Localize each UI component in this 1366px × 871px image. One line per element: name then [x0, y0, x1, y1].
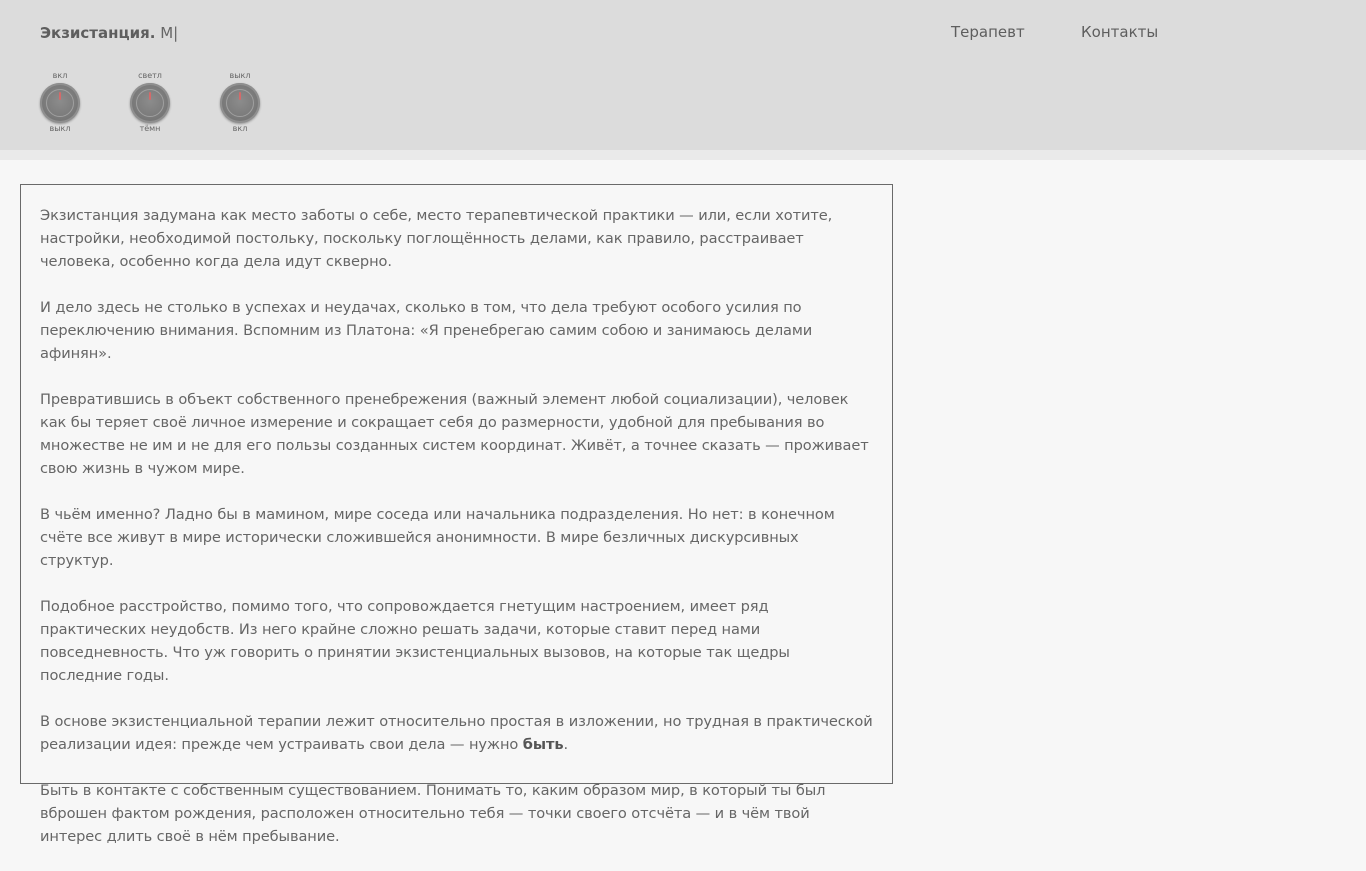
theme-knob[interactable]: [130, 83, 170, 123]
emphasis-text: быть: [522, 736, 564, 753]
knob-indicator-icon: [149, 92, 151, 100]
nav-link-therapist[interactable]: Терапевт: [951, 23, 1025, 41]
article-body: [40, 204, 876, 871]
knob-bottom-label: вкл: [232, 124, 248, 133]
knob-indicator-icon: [59, 92, 61, 100]
knob-control-power: [40, 71, 80, 134]
brand-tail: М|: [160, 24, 179, 42]
knob-top-label: светл: [138, 71, 162, 80]
article-paragraph: Быть в контакте с собственным существованием. Понимать то, каким образом мир, в который ты был вброшен фактом рождения, расположен относительно тебя — точки своего отсчёта — и в чём твой интерес длить своё в нём пребывание.: [40, 782, 826, 845]
knob-top-label: выкл: [229, 71, 251, 80]
brand-name: Экзистанция.: [40, 24, 156, 42]
knob-bottom-label: выкл: [49, 124, 71, 133]
article-panel: [20, 184, 893, 845]
article-paragraph: [40, 710, 876, 756]
article-paragraph: Экзистанция задумана как место заботы о себе, место терапевтической практики — или, если хотите, настройки, необходимой постольку, поскольку поглощённость делами, как правило, расстраивает человека, особенно когда дела идут скверно.: [40, 207, 833, 270]
nav-link-contacts[interactable]: Контакты: [1081, 23, 1159, 41]
power-knob[interactable]: [40, 83, 80, 123]
site-brand[interactable]: [40, 23, 178, 43]
site-header: [0, 0, 1366, 150]
article-paragraph: И дело здесь не столько в успехах и неудачах, сколько в том, что дела требуют особого усилия по переключению внимания. Вспомним из Платона: «Я пренебрегаю самим собою и занимаюсь делами афинян».: [40, 299, 813, 362]
article-paragraph: Подобное расстройство, помимо того, что сопровождается гнетущим настроением, имеет ряд практических неудобств. Из него крайне сложно решать задачи, которые ставит перед нами повседневность. Что уж говорить о принятии экзистенциальных вызовов, на которые так щедры последние годы.: [40, 598, 790, 684]
knob-indicator-icon: [239, 92, 241, 100]
third-knob[interactable]: [220, 83, 260, 123]
paragraph-text: .: [563, 736, 569, 753]
article-paragraph: В чьём именно? Ладно бы в мамином, мире соседа или начальника подразделения. Но нет: в конечном счёте все живут в мире исторически сложившейся анонимности. В мире безличных дискурсивных структур.: [40, 506, 835, 569]
knob-top-label: вкл: [52, 71, 68, 80]
knob-control-theme: [130, 71, 170, 134]
article-paragraph: Превратившись в объект собственного пренебрежения (важный элемент любой социализации), человек как бы теряет своё личное измерение и сокращает себя до размерности, удобной для пребывания во множестве не им и не для его пользы созданных систем координат. Живёт, а точнее сказать — проживает свою жизнь в чужом мире.: [40, 391, 869, 477]
paragraph-text: В основе экзистенциальной терапии лежит относительно простая в изложении, но трудная в практической реализации идея: прежде чем устраивать свои дела — нужно: [40, 713, 873, 753]
knob-control-third: [220, 71, 260, 134]
header-divider: [0, 150, 1366, 160]
knob-bottom-label: тёмн: [139, 124, 161, 133]
